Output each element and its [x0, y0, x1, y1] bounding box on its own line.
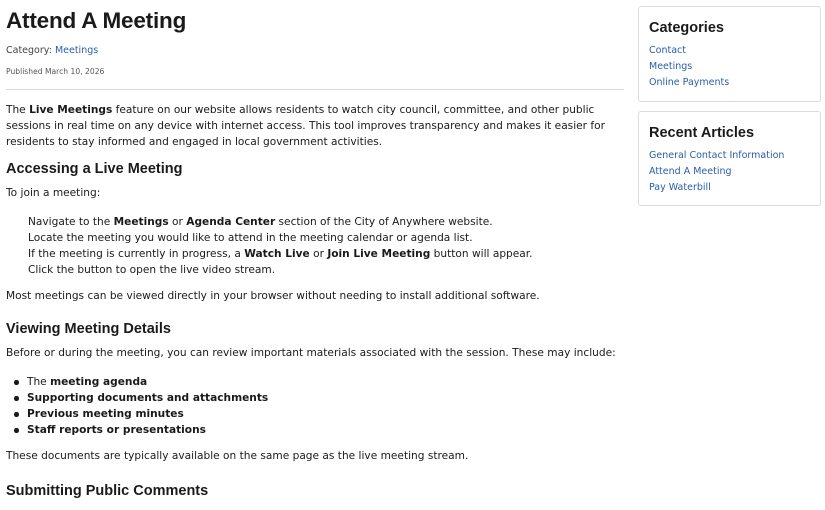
recent-articles-card — [638, 111, 821, 206]
step-text: or — [168, 216, 187, 228]
recent-article-link-pay-waterbill[interactable]: Pay Waterbill — [649, 181, 711, 193]
category-link-online-payments[interactable]: Online Payments — [649, 76, 730, 88]
steps-list — [28, 214, 624, 278]
step-item — [28, 214, 624, 230]
article-category — [6, 45, 624, 56]
section-lead: To join a meeting: — [6, 187, 101, 199]
step-bold: Meetings — [113, 216, 169, 228]
step-text: If the meeting is currently in progress, a — [28, 248, 245, 260]
category-link-contact[interactable]: Contact — [649, 45, 686, 56]
section-lead: Before or during the meeting, you can review important materials associated with the session. These may include: — [6, 347, 616, 359]
step-text: Navigate to the — [28, 216, 114, 228]
category-link-meetings[interactable]: Meetings — [54, 45, 99, 56]
categories-card — [638, 6, 821, 102]
category-label: Category: — [6, 45, 52, 56]
list-item — [27, 406, 624, 422]
intro-paragraph — [6, 102, 624, 150]
step-item: Locate the meeting you would like to attend in the meeting calendar or agenda list. — [28, 232, 473, 244]
category-item — [649, 59, 820, 75]
step-bold: Agenda Center — [186, 216, 276, 228]
intro-bold: Live Meetings — [29, 104, 113, 116]
step-bold: Watch Live — [244, 248, 310, 260]
section-note: Most meetings can be viewed directly in your browser without needing to install additional software. — [6, 290, 540, 302]
intro-text-rest: feature on our website allows residents to watch city council, committee, and other public sessions in real time on any device with internet access. This tool improves transparency and makes it easier for residents to stay informed and engaged in local government activities. — [6, 104, 605, 148]
recent-articles-heading: Recent Articles — [649, 125, 755, 141]
list-item-bold: Supporting documents and attachments — [27, 392, 269, 404]
list-item — [27, 374, 624, 390]
category-item — [649, 75, 820, 91]
published-date: Published March 10, 2026 — [6, 67, 105, 76]
recent-article-link-attend-meeting[interactable]: Attend A Meeting — [649, 165, 732, 177]
step-text: button will appear. — [430, 248, 533, 260]
recent-article-item — [649, 148, 820, 164]
step-item: Click the button to open the live video stream. — [28, 264, 276, 276]
category-link-meetings-sidebar[interactable]: Meetings — [649, 60, 693, 72]
section-heading-submitting: Submitting Public Comments — [6, 483, 209, 499]
recent-article-item — [649, 180, 820, 196]
recent-articles-list — [649, 148, 820, 195]
list-item-text: The — [27, 376, 51, 388]
divider — [6, 89, 624, 90]
step-bold: Join Live Meeting — [327, 248, 431, 260]
article — [6, 6, 624, 500]
categories-list — [649, 43, 820, 90]
step-text: section of the City of Anywhere website. — [275, 216, 493, 228]
category-item — [649, 43, 820, 59]
materials-list — [27, 374, 624, 438]
categories-heading: Categories — [649, 20, 724, 36]
list-item-bold: meeting agenda — [50, 376, 148, 388]
list-item-bold: Staff reports or presentations — [27, 424, 206, 436]
list-item — [27, 390, 624, 406]
step-item — [28, 246, 624, 262]
recent-article-item — [649, 164, 820, 180]
section-note: These documents are typically available on the same page as the live meeting stream. — [6, 450, 469, 462]
intro-text: The — [6, 104, 30, 116]
step-text: or — [309, 248, 328, 260]
list-item — [27, 422, 624, 438]
section-heading-viewing: Viewing Meeting Details — [6, 321, 171, 337]
page-title: Attend A Meeting — [6, 8, 187, 33]
section-heading-accessing: Accessing a Live Meeting — [6, 161, 183, 177]
list-item-bold: Previous meeting minutes — [27, 408, 184, 420]
recent-article-link-general-contact[interactable]: General Contact Information — [649, 150, 785, 161]
